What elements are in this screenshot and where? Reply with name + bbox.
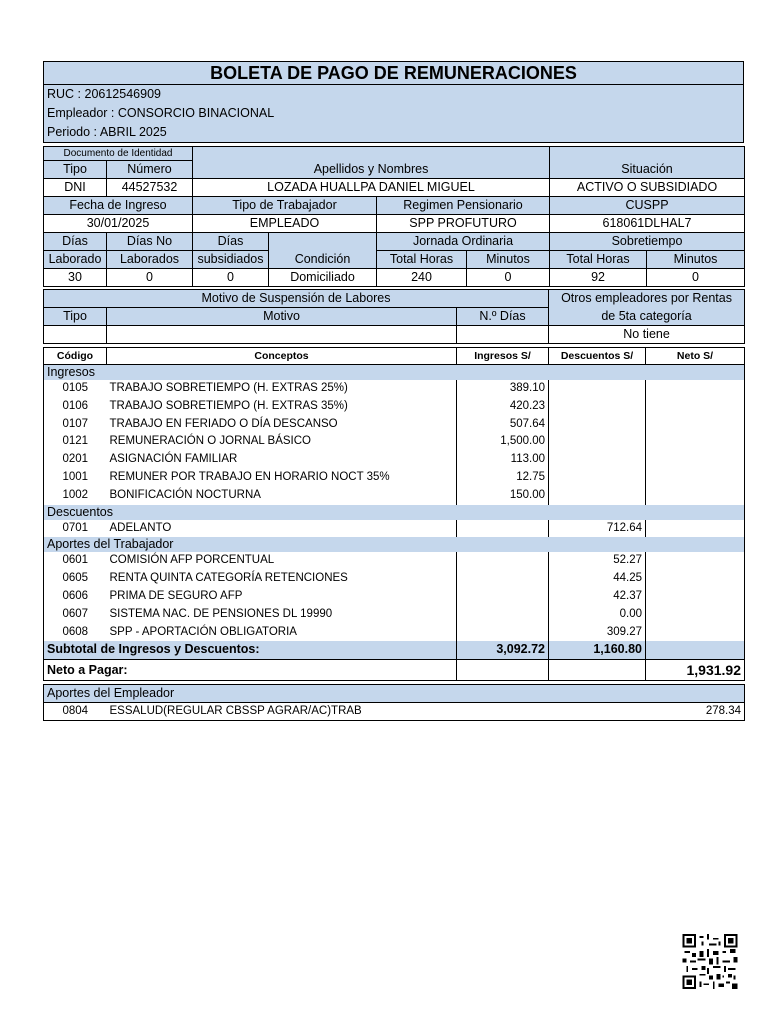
row-ingreso: 507.64 xyxy=(457,416,549,434)
row-concepto: ADELANTO xyxy=(109,521,172,534)
doc-numero: 44527532 xyxy=(107,179,193,197)
row-ingreso: 113.00 xyxy=(457,451,549,469)
row-ingreso: 389.10 xyxy=(457,380,549,398)
otros-label-1: Otros empleadores por Rentas xyxy=(549,290,745,308)
row-codigo: 0606 xyxy=(62,589,89,602)
row-descuento xyxy=(549,433,646,451)
table-row xyxy=(44,552,745,570)
col-conceptos: Conceptos xyxy=(107,348,457,365)
row-neto xyxy=(646,520,745,538)
otros-value: No tiene xyxy=(549,326,745,344)
row-concepto: RENTA QUINTA CATEGORÍA RETENCIONES xyxy=(109,572,348,585)
jornada-minutos-label: Minutos xyxy=(467,251,550,269)
suspension-motivo-label: Motivo xyxy=(107,308,457,326)
table-row xyxy=(44,520,745,538)
row-descuento: 309.27 xyxy=(549,624,646,642)
suspension-tipo-label: Tipo xyxy=(44,308,107,326)
row-codigo: 1002 xyxy=(62,488,89,501)
subtotal-neto xyxy=(646,641,745,659)
row-descuento xyxy=(549,380,646,398)
suspension-title: Motivo de Suspensión de Labores xyxy=(44,290,549,308)
section-descuentos: Descuentos xyxy=(47,504,114,519)
header-block xyxy=(43,61,744,143)
row-ingreso: 420.23 xyxy=(457,398,549,416)
row-concepto: BONIFICACIÓN NOCTURNA xyxy=(109,488,261,501)
table-row xyxy=(44,380,745,398)
dias-no-laborados-label-2: Laborados xyxy=(107,251,193,269)
tipo-trabajador-label: Tipo de Trabajador xyxy=(193,197,377,215)
row-codigo: 0121 xyxy=(62,435,89,448)
row-descuento: 52.27 xyxy=(549,552,646,570)
row-concepto: COMISIÓN AFP PORCENTUAL xyxy=(109,554,275,567)
period: Periodo : ABRIL 2025 xyxy=(47,125,167,139)
neto-total: 1,931.92 xyxy=(646,660,745,681)
section-ingresos: Ingresos xyxy=(47,365,95,379)
row-neto xyxy=(646,588,745,606)
sobre-horas: 92 xyxy=(550,269,647,287)
table-row xyxy=(44,451,745,469)
worker-name: LOZADA HUALLPA DANIEL MIGUEL xyxy=(193,179,550,197)
table-row xyxy=(44,416,745,434)
dias-no-laborados-label-1: Días No xyxy=(107,233,193,251)
tipo-trabajador: EMPLEADO xyxy=(193,215,377,233)
row-codigo: 0607 xyxy=(62,607,89,620)
dias-no-laborados: 0 xyxy=(107,269,193,287)
neto-label: Neto a Pagar: xyxy=(44,660,457,681)
doc-label: Documento de Identidad xyxy=(44,147,193,161)
nombres-label: Apellidos y Nombres xyxy=(193,147,550,179)
sobre-horas-label: Total Horas xyxy=(550,251,647,269)
row-neto xyxy=(646,380,745,398)
row-neto xyxy=(646,606,745,624)
row-descuento xyxy=(549,487,646,505)
doc-tipo: DNI xyxy=(44,179,107,197)
row-neto xyxy=(646,416,745,434)
suspension-tipo xyxy=(44,326,107,344)
table-row xyxy=(44,469,745,487)
worker-situacion: ACTIVO O SUBSIDIADO xyxy=(550,179,745,197)
qr-code xyxy=(681,934,739,989)
row-neto xyxy=(646,552,745,570)
row-codigo: 0804 xyxy=(62,705,89,718)
table-row xyxy=(44,606,745,624)
row-codigo: 1001 xyxy=(62,470,89,483)
row-codigo: 0601 xyxy=(62,554,89,567)
jornada-minutos: 0 xyxy=(467,269,550,287)
col-neto: Neto S/ xyxy=(646,348,745,365)
row-neto xyxy=(646,624,745,642)
row-codigo: 0605 xyxy=(62,572,89,585)
row-ingreso xyxy=(457,606,549,624)
row-neto xyxy=(646,433,745,451)
dias-laborado-label-2: Laborado xyxy=(44,251,107,269)
neto-ingresos xyxy=(457,660,549,681)
row-concepto: TRABAJO EN FERIADO O DÍA DESCANSO xyxy=(109,417,338,430)
row-ingreso: 12.75 xyxy=(457,469,549,487)
employer-contrib-title: Aportes del Empleador xyxy=(44,685,745,703)
sobre-minutos: 0 xyxy=(647,269,745,287)
row-codigo: 0107 xyxy=(62,417,89,430)
cuspp-label: CUSPP xyxy=(550,197,745,215)
subtotal-label: Subtotal de Ingresos y Descuentos: xyxy=(47,642,260,657)
row-ingreso xyxy=(457,552,549,570)
row-descuento: 44.25 xyxy=(549,570,646,588)
regimen: SPP PROFUTURO xyxy=(377,215,550,233)
neto-descuentos xyxy=(549,660,646,681)
row-monto: 278.34 xyxy=(705,705,741,718)
col-codigo: Código xyxy=(44,348,107,365)
subtotal-descuentos: 1,160.80 xyxy=(549,641,646,659)
row-concepto: TRABAJO SOBRETIEMPO (H. EXTRAS 35%) xyxy=(109,399,348,412)
section-aportes-trabajador: Aportes del Trabajador xyxy=(47,537,174,552)
row-descuento: 0.00 xyxy=(549,606,646,624)
col-ingresos: Ingresos S/ xyxy=(457,348,549,365)
table-row xyxy=(44,487,745,505)
row-descuento xyxy=(549,416,646,434)
tipo-label: Tipo xyxy=(44,161,107,179)
table-row xyxy=(44,703,745,721)
concepts-block xyxy=(43,347,745,681)
row-concepto: PRIMA DE SEGURO AFP xyxy=(109,589,243,602)
dias-laborado: 30 xyxy=(44,269,107,287)
row-descuento: 42.37 xyxy=(549,588,646,606)
table-row xyxy=(44,624,745,642)
sobre-minutos-label: Minutos xyxy=(647,251,745,269)
row-descuento xyxy=(549,469,646,487)
condicion: Domiciliado xyxy=(269,269,377,287)
cuspp: 618061DLHAL7 xyxy=(550,215,745,233)
regimen-label: Regimen Pensionario xyxy=(377,197,550,215)
col-descuentos: Descuentos S/ xyxy=(549,348,646,365)
jornada-horas-label: Total Horas xyxy=(377,251,467,269)
condicion-label: Condición xyxy=(269,233,377,269)
row-concepto: TRABAJO SOBRETIEMPO (H. EXTRAS 25%) xyxy=(109,382,348,394)
page-title: BOLETA DE PAGO DE REMUNERACIONES xyxy=(44,62,744,85)
ingresos-rows xyxy=(44,380,745,505)
suspension-dias xyxy=(457,326,549,344)
row-descuento xyxy=(549,451,646,469)
table-row xyxy=(44,588,745,606)
employer-contrib-block xyxy=(43,684,745,721)
row-descuento xyxy=(549,398,646,416)
row-ingreso xyxy=(457,588,549,606)
suspension-dias-label: N.º Días xyxy=(457,308,549,326)
row-codigo: 0701 xyxy=(62,521,89,534)
row-codigo: 0201 xyxy=(62,453,89,466)
numero-label: Número xyxy=(107,161,193,179)
table-row xyxy=(44,433,745,451)
row-codigo: 0608 xyxy=(62,625,89,638)
row-concepto: ASIGNACIÓN FAMILIAR xyxy=(109,453,238,466)
table-row xyxy=(44,570,745,588)
fecha-ingreso-label: Fecha de Ingreso xyxy=(44,197,193,215)
row-ingreso: 150.00 xyxy=(457,487,549,505)
row-concepto: REMUNER POR TRABAJO EN HORARIO NOCT 35% xyxy=(109,470,390,483)
row-descuento: 712.64 xyxy=(549,520,646,538)
fecha-ingreso: 30/01/2025 xyxy=(44,215,193,233)
dias-subsidiados-label-2: subsidiados xyxy=(193,251,269,269)
worker-block xyxy=(43,146,745,287)
row-neto xyxy=(646,451,745,469)
employer: Empleador : CONSORCIO BINACIONAL xyxy=(47,106,275,120)
row-concepto: SISTEMA NAC. DE PENSIONES DL 19990 xyxy=(109,607,333,620)
row-ingreso xyxy=(457,520,549,538)
dias-subsidiados: 0 xyxy=(193,269,269,287)
aportes-rows xyxy=(44,552,745,641)
suspension-motivo xyxy=(107,326,457,344)
row-concepto: REMUNERACIÓN O JORNAL BÁSICO xyxy=(109,435,311,448)
jornada-label: Jornada Ordinaria xyxy=(377,233,550,251)
row-neto xyxy=(646,398,745,416)
situacion-label: Situación xyxy=(550,147,745,179)
table-row xyxy=(44,398,745,416)
suspension-block xyxy=(43,289,745,344)
row-concepto: SPP - APORTACIÓN OBLIGATORIA xyxy=(109,625,297,638)
row-ingreso: 1,500.00 xyxy=(457,433,549,451)
sobretiempo-label: Sobretiempo xyxy=(550,233,745,251)
row-concepto: ESSALUD(REGULAR CBSSP AGRAR/AC)TRAB xyxy=(109,705,362,718)
row-ingreso xyxy=(457,624,549,642)
row-neto xyxy=(646,469,745,487)
otros-label-2: de 5ta categoría xyxy=(549,308,745,326)
dias-subsidiados-label-1: Días xyxy=(193,233,269,251)
row-codigo: 0106 xyxy=(62,399,89,412)
row-codigo: 0105 xyxy=(62,382,89,394)
subtotal-ingresos: 3,092.72 xyxy=(457,641,549,659)
row-ingreso xyxy=(457,570,549,588)
dias-laborado-label-1: Días xyxy=(44,233,107,251)
jornada-horas: 240 xyxy=(377,269,467,287)
row-neto xyxy=(646,487,745,505)
row-neto xyxy=(646,570,745,588)
ruc: RUC : 20612546909 xyxy=(47,87,161,101)
payslip xyxy=(43,61,744,721)
